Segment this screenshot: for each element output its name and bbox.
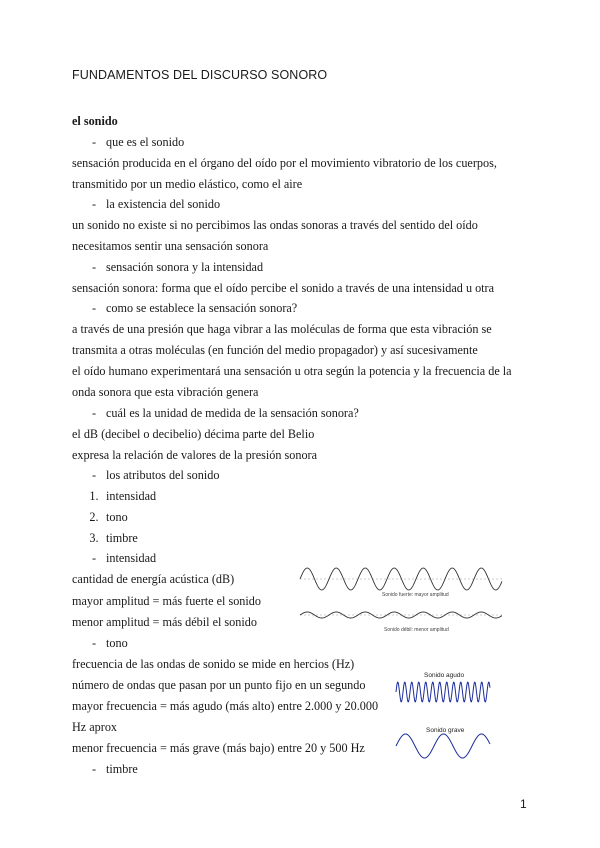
high-pitch-title: Sonido agudo — [424, 672, 465, 679]
dash-marker: - — [91, 406, 97, 420]
paragraph-line: menor frecuencia = más grave (más bajo) entre 20 y 500 Hz — [72, 741, 365, 755]
numbered-text: intensidad — [106, 489, 157, 503]
loud-wave-figure — [298, 562, 504, 602]
bullet-text: que es el sonido — [106, 135, 185, 149]
dash-marker: - — [91, 260, 97, 274]
dash-marker: - — [91, 762, 97, 776]
soft-wave-caption: Sonido débil: menor amplitud — [384, 627, 449, 633]
number-marker: 3. — [89, 531, 99, 545]
paragraph-line: el oído humano experimentará una sensación u otra según la potencia y la frecuencia de la — [72, 364, 512, 378]
paragraph-line: frecuencia de las ondas de sonido se mide en hercios (Hz) — [72, 657, 355, 671]
paragraph-line: sensación sonora: forma que el oído percibe el sonido a través de una intensidad u otra — [72, 281, 495, 295]
loud-wave-caption: Sonido fuerte: mayor amplitud — [382, 592, 449, 598]
paragraph-line: necesitamos sentir una sensación sonora — [72, 239, 269, 253]
paragraph-line: mayor amplitud = más fuerte el sonido — [72, 594, 261, 608]
paragraph-line: cantidad de energía acústica (dB) — [72, 572, 235, 586]
numbered-text: timbre — [106, 531, 138, 545]
paragraph-line: sensación producida en el órgano del oído por el movimiento vibratorio de los cuerpos, — [72, 156, 497, 170]
page-number: 1 — [520, 797, 527, 811]
paragraph-line: transmitido por un medio elástico, como el aire — [72, 177, 303, 191]
soft-wave-figure — [298, 605, 504, 635]
low-pitch-title: Sonido grave — [426, 727, 465, 734]
dash-marker: - — [91, 468, 97, 482]
bullet-text: los atributos del sonido — [106, 468, 220, 482]
bullet-text: tono — [106, 636, 128, 650]
bullet-text: como se establece la sensación sonora? — [106, 301, 298, 315]
paragraph-line: el dB (decibel o decibelio) décima parte del Belio — [72, 427, 315, 441]
soft-wave-curve — [300, 612, 502, 618]
paragraph-line: mayor frecuencia = más agudo (más alto) entre 2.000 y 20.000 — [72, 699, 379, 713]
low-pitch-figure — [394, 724, 492, 764]
paragraph-line: número de ondas que pasan por un punto fijo en un segundo — [72, 678, 366, 692]
section-heading: el sonido — [72, 114, 118, 128]
numbered-text: tono — [106, 510, 128, 524]
bullet-text: intensidad — [106, 551, 157, 565]
dash-marker: - — [91, 636, 97, 650]
high-pitch-wave — [396, 682, 490, 702]
document-title: FUNDAMENTOS DEL DISCURSO SONORO — [72, 68, 328, 82]
bullet-text: la existencia del sonido — [106, 197, 221, 211]
paragraph-line: un sonido no existe si no percibimos las ondas sonoras a través del sentido del oído — [72, 218, 478, 232]
high-pitch-figure — [394, 668, 492, 708]
paragraph-line: menor amplitud = más débil el sonido — [72, 615, 257, 629]
number-marker: 1. — [89, 489, 99, 503]
low-pitch-wave — [396, 734, 490, 758]
paragraph-line: transmita a otras moléculas (en función del medio propagador) y así sucesivamente — [72, 343, 478, 357]
dash-marker: - — [91, 197, 97, 211]
bullet-text: timbre — [106, 762, 138, 776]
bullet-text: cuál es la unidad de medida de la sensación sonora? — [106, 406, 359, 420]
dash-marker: - — [91, 551, 97, 565]
dash-marker: - — [91, 135, 97, 149]
dash-marker: - — [91, 301, 97, 315]
paragraph-line: a través de una presión que haga vibrar a las moléculas de forma que esta vibración se — [72, 322, 492, 336]
paragraph-line: onda sonora que esta vibración genera — [72, 385, 259, 399]
paragraph-line: Hz aprox — [72, 720, 118, 734]
paragraph-line: expresa la relación de valores de la presión sonora — [72, 448, 317, 462]
bullet-text: sensación sonora y la intensidad — [106, 260, 264, 274]
number-marker: 2. — [89, 510, 99, 524]
